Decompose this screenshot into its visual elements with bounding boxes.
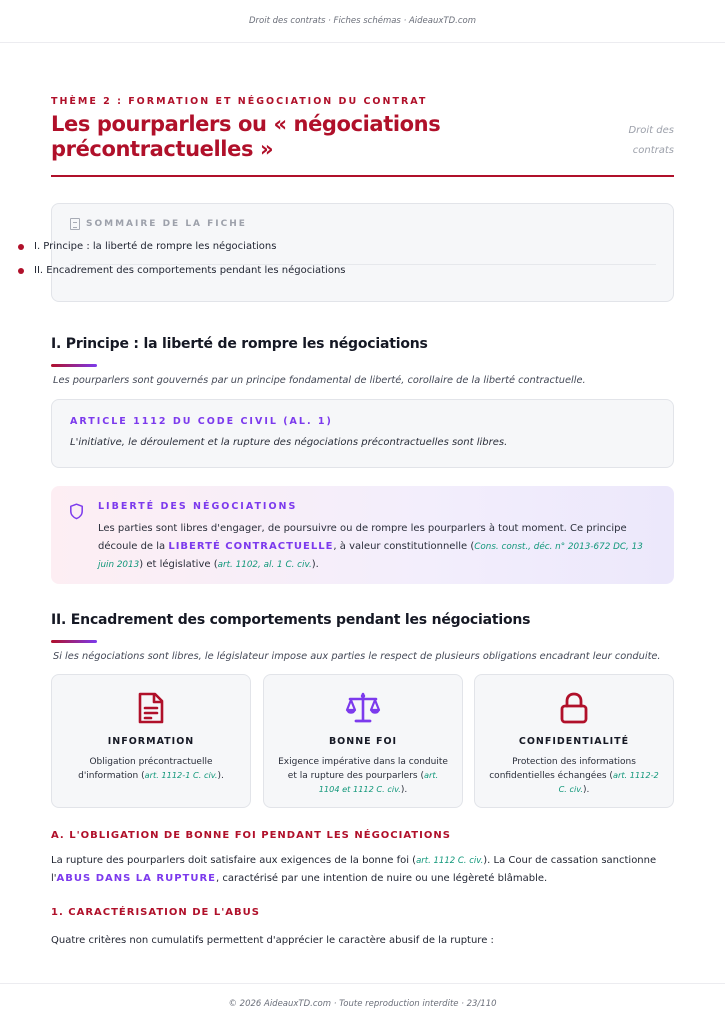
- card-bonne-foi: [263, 674, 463, 808]
- document-list-icon: [136, 691, 166, 725]
- bullet-dot: [18, 244, 24, 250]
- section-2-underline: [51, 640, 97, 643]
- article-text: L'initiative, le déroulement et la rupture des négociations précontractuelles sont libres.: [70, 437, 508, 448]
- card-text: Protection des informations confidentielles échangées (art. 1112-2 C. civ.).: [489, 757, 659, 795]
- bullet-dot: [18, 268, 24, 274]
- section-2-title: II. Encadrement des comportements pendant les négociations: [51, 612, 531, 628]
- reference-art-1112: art. 1112 C. civ.: [416, 856, 484, 866]
- lock-icon: [558, 691, 590, 725]
- section-2-intro: Si les négociations sont libres, le législateur impose aux parties le respect de plusieurs obligations encadrant leur conduite.: [53, 651, 661, 662]
- reference-art-1102: art. 1102, al. 1 C. civ.: [217, 560, 312, 570]
- toc-item-principe[interactable]: [18, 241, 604, 252]
- reference-art-1112-2: art. 1112-2 C. civ.: [558, 770, 659, 794]
- subject-tag-line-1: Droit des: [628, 125, 674, 136]
- toc-heading: [70, 218, 247, 230]
- toc-item-label: II. Encadrement des comportements pendant les négociations: [34, 265, 346, 276]
- card-confidentialite: [474, 674, 674, 808]
- obligations-cards: [51, 674, 674, 808]
- shield-icon: [69, 503, 84, 524]
- toc-heading-label: SOMMAIRE DE LA FICHE: [86, 219, 247, 229]
- card-text: Exigence impérative dans la conduite et la rupture des pourparlers (art. 1104 et 1112 C. civ.).: [278, 757, 448, 795]
- subsection-a-title: A. L'OBLIGATION DE BONNE FOI PENDANT LES NÉGOCIATIONS: [51, 830, 451, 841]
- card-text: Obligation précontractuelle d'information (art. 1112-1 C. civ.).: [78, 757, 224, 781]
- subsection-a-text: La rupture des pourparlers doit satisfaire aux exigences de la bonne foi (art. 1112 C. civ.). La Cour de cassation sanctionne l'ABUS DANS LA RUPTURE, caractérisé par une intention de nuire ou une légèreté blâmable.: [51, 855, 657, 884]
- page-title: [51, 112, 471, 162]
- table-of-contents: [51, 203, 674, 302]
- page-footer: [0, 983, 725, 1024]
- subsection-1-title: 1. CARACTÉRISATION DE L'ABUS: [51, 907, 260, 918]
- reference-art-1112-1: art. 1112-1 C. civ.: [144, 770, 218, 780]
- page-title-line-2: précontractuelles »: [51, 137, 274, 161]
- keyword-liberte-contractuelle: LIBERTÉ CONTRACTUELLE: [168, 540, 334, 552]
- liberte-callout: [51, 486, 674, 584]
- title-divider: [51, 175, 674, 177]
- footer-text: © 2026 AideauxTD.com · Toute reproduction interdite · 23/110: [228, 999, 497, 1009]
- section-1-underline: [51, 364, 97, 367]
- scales-icon: [345, 691, 381, 725]
- callout-text: Les parties sont libres d'engager, de poursuivre ou de rompre les pourparlers à tout moment. Ce principe découle de la LIBERTÉ CONTRACTUELLE, à valeur constitutionnelle (Cons. const., déc. n° 2013-672 DC, 13 juin 2013) et législative (art. 1102, al. 1 C. civ.).: [98, 523, 643, 570]
- toc-item-encadrement[interactable]: [18, 265, 604, 276]
- subject-tag: [594, 121, 674, 161]
- document-icon: [70, 218, 80, 230]
- article-1112-box: [51, 399, 674, 468]
- reference-cons-const: Cons. const., déc. n° 2013-672 DC, 13 juin 2013: [98, 541, 643, 570]
- card-title: BONNE FOI: [328, 736, 398, 747]
- section-1-title: I. Principe : la liberté de rompre les négociations: [51, 336, 428, 352]
- callout-heading: LIBERTÉ DES NÉGOCIATIONS: [98, 501, 298, 512]
- page-title-line-1: Les pourparlers ou « négociations: [51, 112, 441, 136]
- theme-label: THÈME 2 : FORMATION ET NÉGOCIATION DU CONTRAT: [51, 96, 428, 107]
- section-1-intro: Les pourparlers sont gouvernés par un principe fondamental de liberté, corollaire de la liberté contractuelle.: [53, 375, 586, 386]
- subject-tag-line-2: contrats: [632, 145, 674, 156]
- running-title: Droit des contrats · Fiches schémas · AideauxTD.com: [249, 16, 476, 26]
- card-title: CONFIDENTIALITÉ: [518, 736, 630, 747]
- card-information: [51, 674, 251, 808]
- reference-art-1104-1112: art. 1104 et 1112 C. civ.: [318, 770, 439, 794]
- toc-item-label: I. Principe : la liberté de rompre les négociations: [34, 241, 277, 252]
- subsection-1-text: Quatre critères non cumulatifs permettent d'apprécier le caractère abusif de la rupture :: [51, 935, 494, 946]
- running-header: [0, 0, 725, 43]
- keyword-abus-rupture: ABUS DANS LA RUPTURE: [56, 873, 217, 884]
- article-heading: ARTICLE 1112 DU CODE CIVIL (AL. 1): [70, 416, 333, 427]
- card-title: INFORMATION: [107, 736, 195, 747]
